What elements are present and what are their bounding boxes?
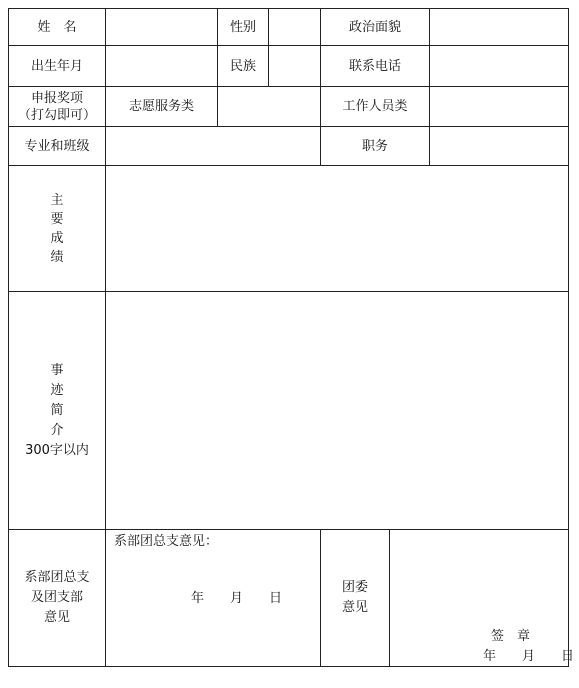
major-class-label: 专业和班级 <box>24 138 90 154</box>
name-field[interactable] <box>105 8 218 46</box>
position-label: 职务 <box>361 138 388 154</box>
birth-label: 出生年月 <box>30 58 83 74</box>
position-label-cell <box>320 126 430 166</box>
birth-field[interactable] <box>105 45 218 87</box>
ethnicity-label-cell <box>217 45 269 87</box>
achievements-label-char: 要 <box>50 211 64 227</box>
achievements-field[interactable] <box>105 165 569 292</box>
staff-category-label: 工作人员类 <box>342 99 408 114</box>
name-label: 姓 名 <box>37 19 77 35</box>
league-opinion-date: 年 月 日 <box>483 649 575 664</box>
deeds-label-char: 介 <box>50 422 64 438</box>
major-class-label-cell <box>8 126 106 166</box>
volunteer-checkbox-cell[interactable] <box>217 86 321 127</box>
achievements-label-char: 主 <box>50 192 64 208</box>
political-label: 政治面貌 <box>348 19 401 35</box>
achievements-label-char: 绩 <box>50 249 64 265</box>
achievements-label-cell <box>8 165 106 292</box>
dept-branch-label-line: 意见 <box>43 610 70 625</box>
name-label-cell <box>8 8 106 46</box>
phone-field[interactable] <box>429 45 569 87</box>
dept-branch-label-line: 及团支部 <box>30 590 83 605</box>
volunteer-category-cell <box>105 86 218 127</box>
league-label-line: 团委 <box>341 580 368 595</box>
phone-label-cell <box>320 45 430 87</box>
birth-label-cell <box>8 45 106 87</box>
deeds-field[interactable] <box>105 291 569 530</box>
deeds-label-char: 简 <box>50 402 64 418</box>
deeds-label-char: 事 <box>50 362 64 378</box>
ethnicity-field[interactable] <box>268 45 321 87</box>
gender-label: 性别 <box>229 19 256 35</box>
gender-field[interactable] <box>268 8 321 46</box>
volunteer-category-label: 志愿服务类 <box>128 99 194 114</box>
apply-label-line1: 申报奖项 <box>30 90 83 106</box>
deeds-label-char: 迹 <box>50 382 64 398</box>
dept-branch-label-cell <box>8 529 106 667</box>
apply-label-line2: （打勾即可） <box>17 107 96 123</box>
apply-label-cell <box>8 86 106 127</box>
staff-checkbox-cell[interactable] <box>429 86 569 127</box>
seal-label: 签 章 <box>491 629 531 644</box>
dept-opinion-date: 年 月 日 <box>191 591 283 606</box>
league-label-line: 意见 <box>341 600 368 615</box>
achievements-label-char: 成 <box>50 230 64 246</box>
gender-label-cell <box>217 8 269 46</box>
dept-branch-label-line: 系部团总支 <box>24 570 90 585</box>
league-opinion-field[interactable] <box>389 529 569 667</box>
major-class-field[interactable] <box>105 126 321 166</box>
political-label-cell <box>320 8 430 46</box>
dept-opinion-prompt: 系部团总支意见： <box>114 534 219 549</box>
ethnicity-label: 民族 <box>229 58 256 74</box>
deeds-label-limit: 300字以内 <box>25 442 89 458</box>
political-field[interactable] <box>429 8 569 46</box>
deeds-label-cell <box>8 291 106 530</box>
position-field[interactable] <box>429 126 569 166</box>
staff-category-cell <box>320 86 430 127</box>
phone-label: 联系电话 <box>348 58 401 74</box>
league-label-cell <box>320 529 390 667</box>
award-application-form <box>8 8 575 667</box>
